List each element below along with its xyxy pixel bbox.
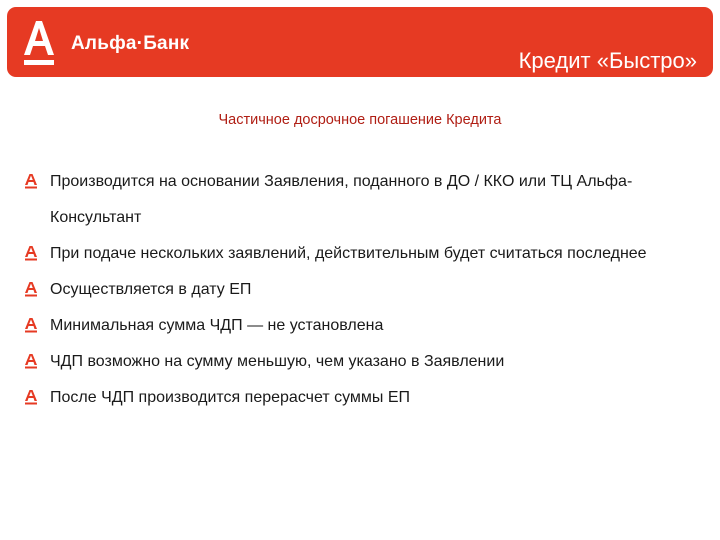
bullet-text: ЧДП возможно на сумму меньшую, чем указано в Заявлении [50,353,505,370]
list-item [24,164,704,236]
list-item [24,308,704,344]
alfa-bullet-icon [24,281,38,297]
list-item [24,272,704,308]
list-item [24,344,704,380]
bullet-text: Минимальная сумма ЧДП — не установлена [50,317,384,334]
alfa-bullet-icon [24,317,38,333]
alfa-bank-logo-icon [22,19,56,67]
list-item [24,236,704,272]
alfa-bullet-icon [24,245,38,261]
bullet-text: После ЧДП производится перерасчет суммы ЕП [50,389,411,406]
brand-name: Альфа·Банк [71,33,190,54]
alfa-bullet-icon [24,353,38,369]
bullet-text: Осуществляется в дату ЕП [50,281,252,298]
bullet-text: Производится на основании Заявления, поданного в ДО / ККО или ТЦ Альфа-Консультант [50,173,633,226]
slide-title: Кредит «Быстро» [518,48,697,73]
bullet-list [24,164,704,416]
list-item [24,380,704,416]
section-subtitle: Частичное досрочное погашение Кредита [218,112,502,128]
bullet-text: При подаче нескольких заявлений, действительным будет считаться последнее [50,245,647,262]
alfa-bullet-icon [24,389,38,405]
header-bar [7,7,713,77]
alfa-bullet-icon [24,173,38,189]
